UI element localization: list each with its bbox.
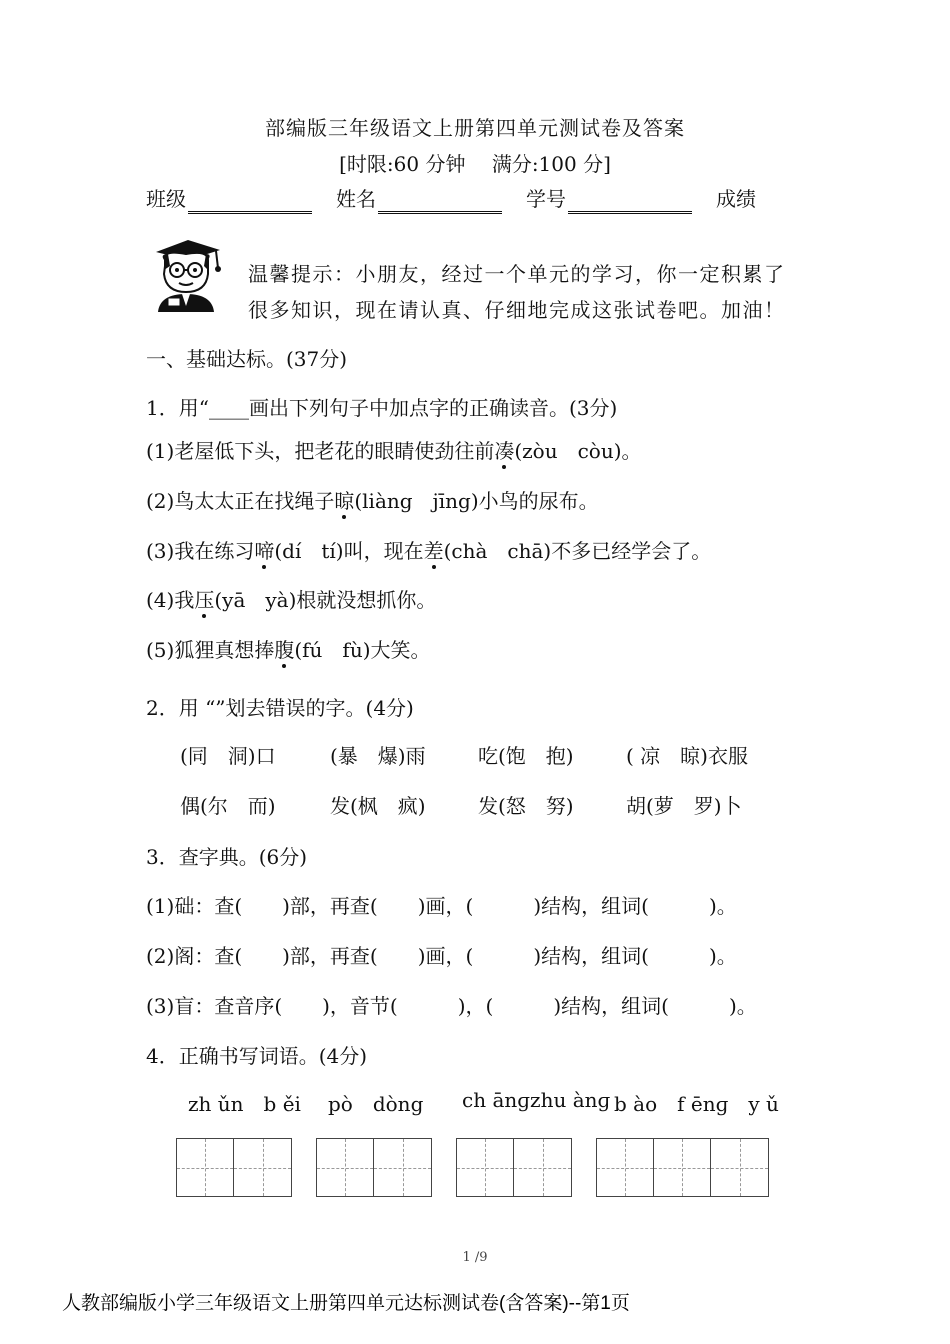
q1-item-1 — [146, 435, 642, 464]
q2-choice[interactable]: (同 洞)口 — [180, 744, 276, 768]
q2-choice[interactable]: (暴 爆)雨 — [330, 744, 426, 768]
q2-choice[interactable]: 胡(萝 罗)卜 — [626, 794, 742, 818]
page-title: 部编版三年级语文上册第四单元测试卷及答案 — [265, 116, 685, 140]
q1-item-3-text: (3)我在练习 — [146, 539, 255, 563]
q1-item-3 — [146, 535, 711, 564]
q1-item-2-options[interactable]: (liàng jīng)小鸟的尿布。 — [354, 489, 599, 513]
q4-pinyin-4: b ào f ēnɡ y ǔ — [614, 1092, 779, 1116]
writing-grid-3[interactable] — [456, 1138, 572, 1197]
name-label: 姓名 — [336, 187, 376, 211]
q3-item-2[interactable]: (2)阁：查( )部，再查( )画，( )结构，组词( )。 — [146, 944, 737, 968]
writing-cell[interactable] — [514, 1139, 571, 1196]
writing-cell[interactable] — [374, 1139, 431, 1196]
student-id-label: 学号 — [526, 187, 566, 211]
q4-pinyin-1: zh ǔn b ěi — [188, 1092, 301, 1116]
writing-grid-2[interactable] — [316, 1138, 432, 1197]
dotted-char: 腹 — [274, 638, 295, 662]
question-2-prompt: 2．用 “”划去错误的字。(4分) — [146, 696, 414, 720]
section-1-heading: 一、基础达标。(37分) — [146, 347, 348, 371]
question-1-prompt: 1．用“____画出下列句子中加点字的正确读音。(3分) — [146, 396, 618, 420]
q1-item-5-text: (5)狐狸真想捧 — [146, 638, 275, 662]
dotted-char: 差 — [423, 539, 444, 563]
q1-item-5 — [146, 634, 431, 663]
q2-choice[interactable]: 吃(饱 抱) — [478, 744, 574, 768]
document-footer: 人教部编版小学三年级语文上册第四单元达标测试卷(含答案)--第1页 — [62, 1293, 630, 1314]
writing-cell[interactable] — [177, 1139, 234, 1196]
q1-item-3-options-b[interactable]: (chà chā)不多已经学会了。 — [443, 539, 712, 563]
tip-line-1: 温馨提示：小朋友，经过一个单元的学习，你一定积累了 — [248, 262, 786, 286]
q1-item-1-options[interactable]: (zòu còu)。 — [514, 439, 642, 463]
writing-cell[interactable] — [654, 1139, 711, 1196]
q3-item-3[interactable]: (3)盲：查音序( )，音节( )，( )结构，组词( )。 — [146, 994, 757, 1018]
q1-item-5-options[interactable]: (fú fù)大笑。 — [294, 638, 431, 662]
writing-cell[interactable] — [317, 1139, 374, 1196]
writing-cell[interactable] — [457, 1139, 514, 1196]
name-blank[interactable] — [378, 211, 502, 214]
dotted-char: 压 — [194, 588, 215, 612]
q2-choice[interactable]: 发(枫 疯) — [330, 794, 426, 818]
dotted-char: 晾 — [334, 489, 355, 513]
student-info-row — [146, 183, 806, 219]
class-blank[interactable] — [188, 211, 312, 214]
q1-item-2-text: (2)鸟太太正在找绳子 — [146, 489, 335, 513]
cartoon-student-icon — [146, 236, 228, 316]
q3-item-1[interactable]: (1)础：查( )部，再查( )画，( )结构，组词( )。 — [146, 894, 737, 918]
q4-pinyin-3: ch ānɡzhu ànɡ — [462, 1088, 611, 1112]
question-3-prompt: 3．查字典。(6分) — [146, 845, 308, 869]
q1-item-4 — [146, 584, 436, 613]
q1-item-3-options-a[interactable]: (dí tí)叫，现在 — [274, 539, 424, 563]
question-4-prompt: 4．正确书写词语。(4分) — [146, 1044, 368, 1068]
student-id-blank[interactable] — [568, 211, 692, 214]
q4-pinyin-2: pò dòng — [328, 1092, 424, 1116]
q1-item-1-text: (1)老屋低下头，把老花的眼睛使劲往前 — [146, 439, 495, 463]
page-number: 1 /9 — [462, 1250, 488, 1265]
class-label: 班级 — [146, 187, 186, 211]
writing-grid-1[interactable] — [176, 1138, 292, 1197]
q1-item-2 — [146, 485, 599, 514]
dotted-char: 凑 — [494, 439, 515, 463]
q2-choice[interactable]: ( 凉 晾)衣服 — [626, 744, 748, 768]
writing-cell[interactable] — [597, 1139, 654, 1196]
time-and-score-info: [时限:60 分钟 满分:100 分] — [339, 152, 611, 176]
writing-grid-4[interactable] — [596, 1138, 769, 1197]
q2-choice[interactable]: 发(怒 努) — [478, 794, 574, 818]
tip-line-2: 很多知识，现在请认真、仔细地完成这张试卷吧。加油！ — [248, 298, 786, 322]
writing-cell[interactable] — [234, 1139, 291, 1196]
q2-row-2 — [0, 790, 950, 818]
q2-row-1 — [0, 740, 950, 768]
writing-cell[interactable] — [711, 1139, 768, 1196]
dotted-char: 啼 — [254, 539, 275, 563]
q1-item-4-options[interactable]: (yā yà)根就没想抓你。 — [214, 588, 437, 612]
score-label: 成绩 — [716, 187, 756, 211]
q1-item-4-text: (4)我 — [146, 588, 195, 612]
q2-choice[interactable]: 偶(尔 而) — [180, 794, 276, 818]
